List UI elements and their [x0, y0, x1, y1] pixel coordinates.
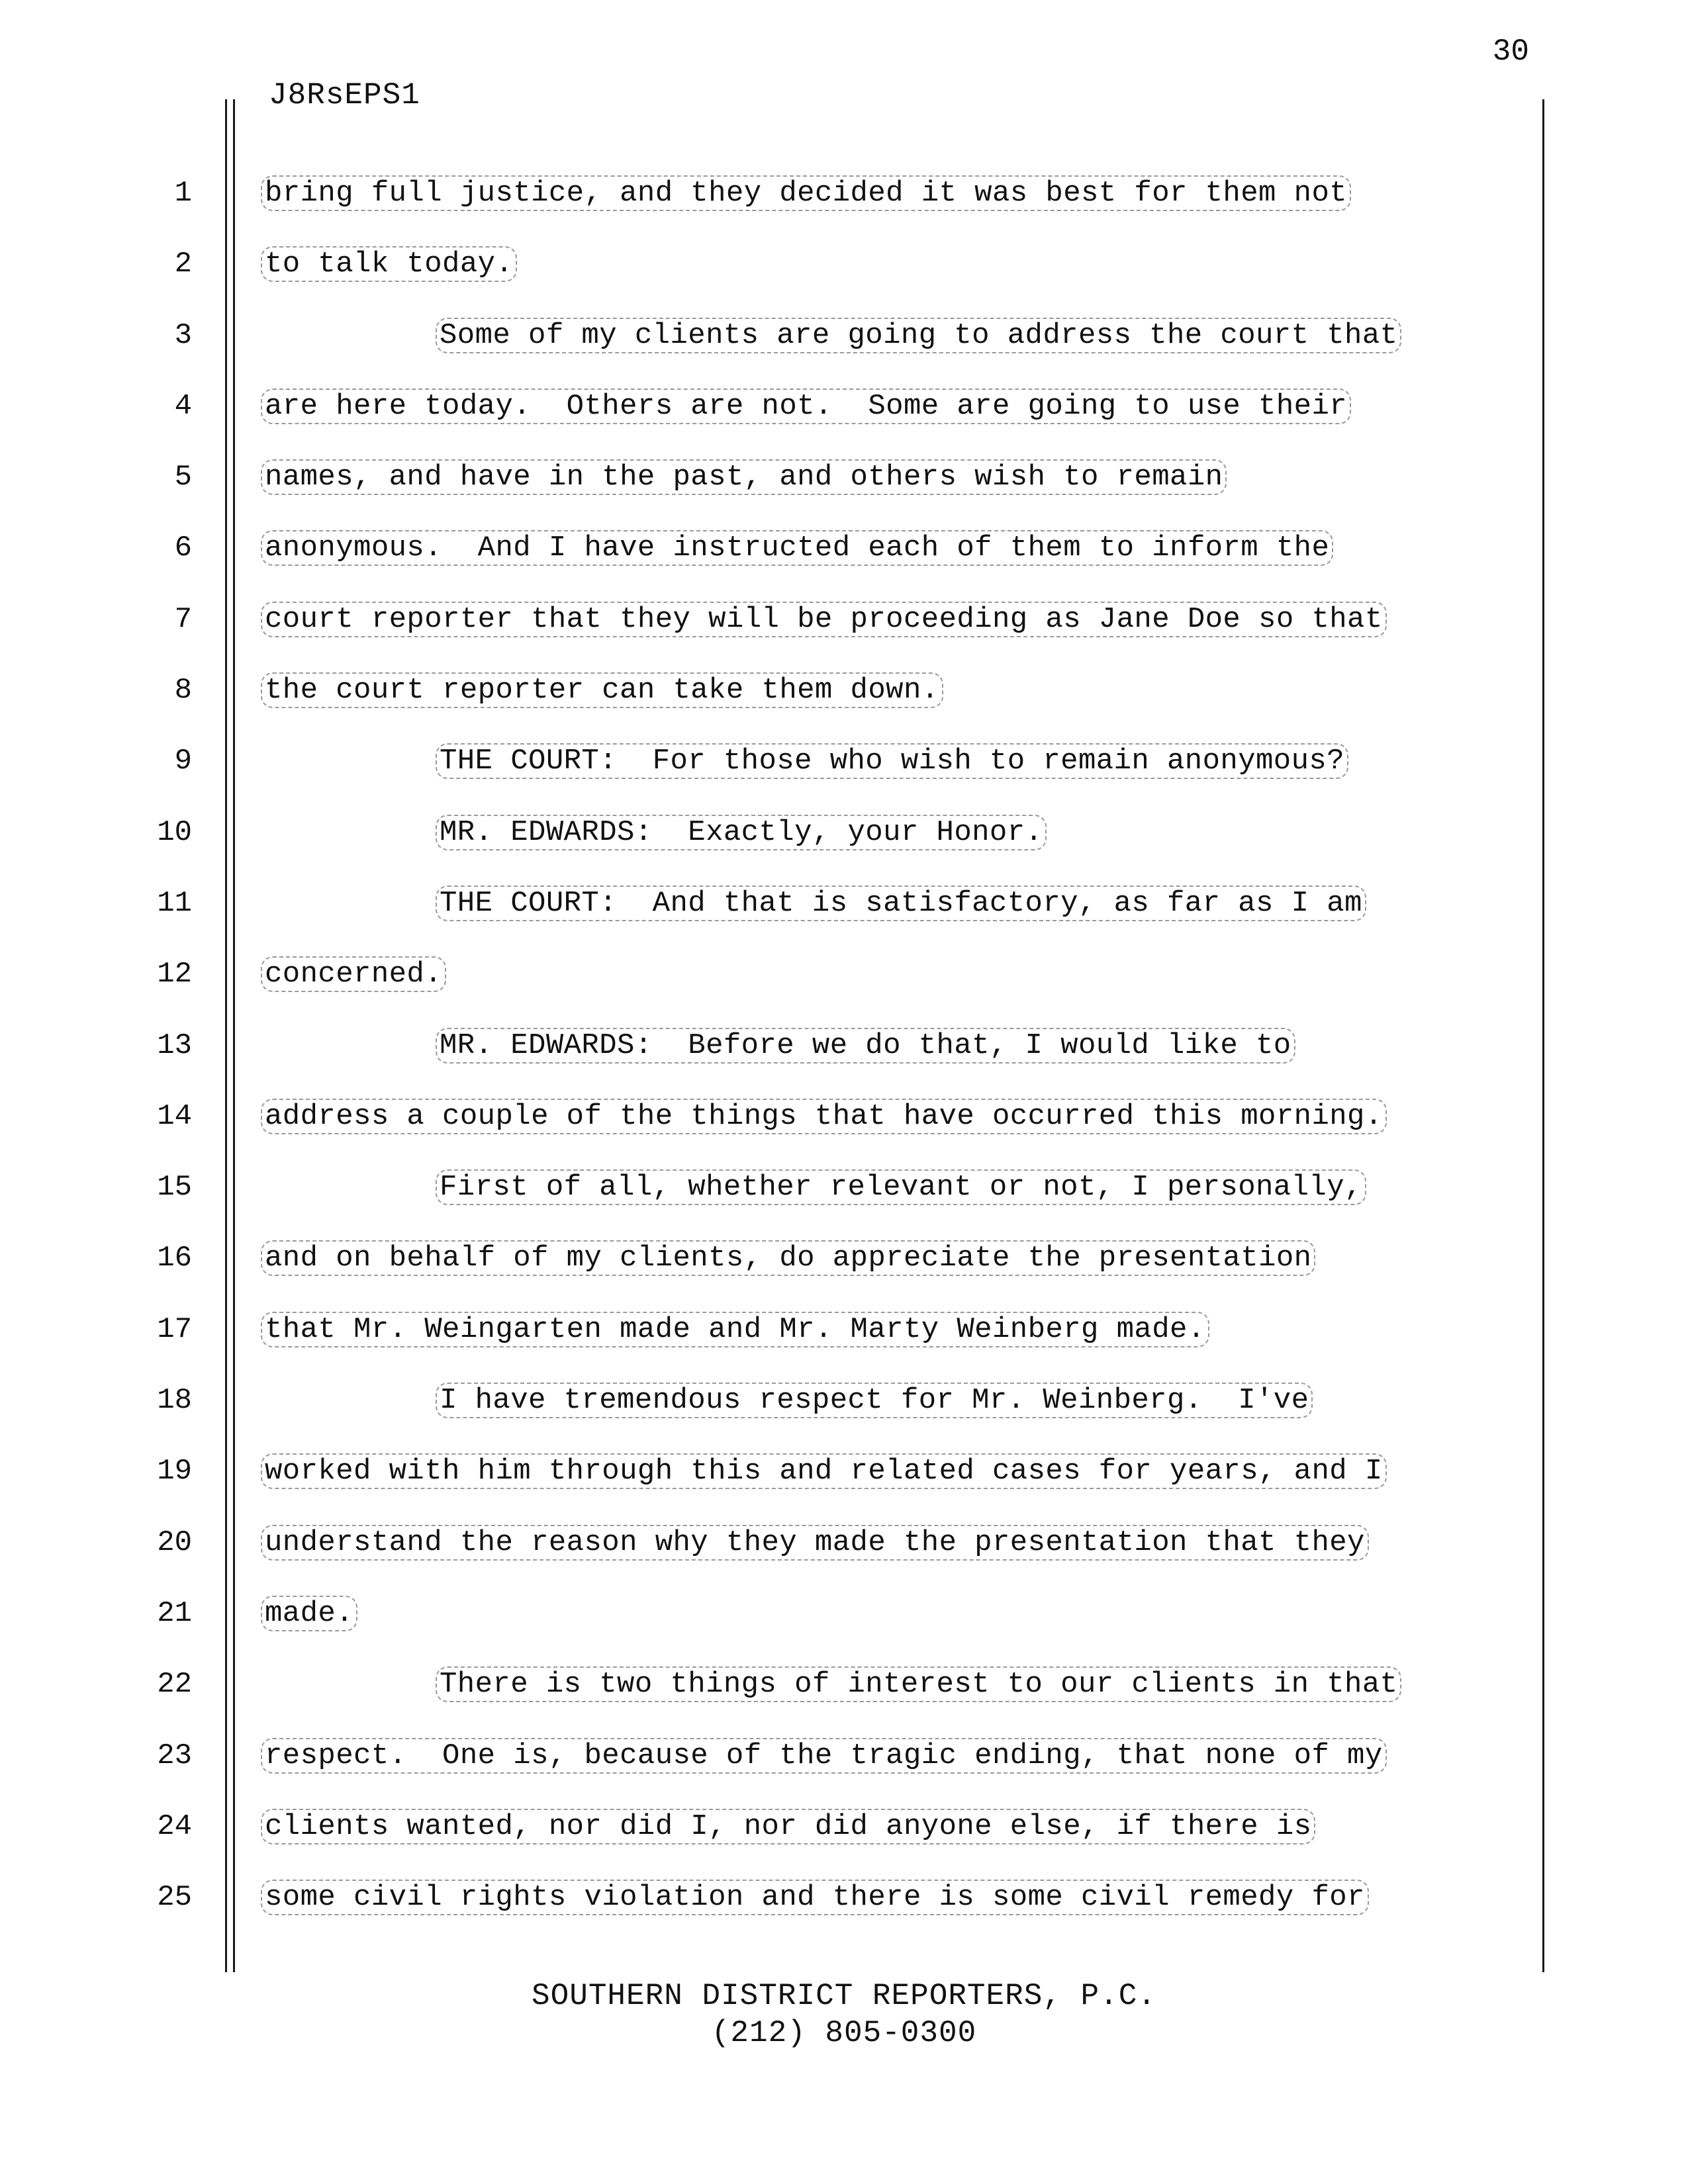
transcript-line — [261, 244, 1512, 315]
transcript-line-text[interactable]: respect. One is, because of the tragic ending, that none of my — [261, 1738, 1387, 1774]
transcript-line — [261, 1451, 1512, 1522]
transcript-line-text[interactable]: court reporter that they will be proceeding as Jane Doe so that — [261, 602, 1387, 637]
line-number: 16 — [157, 1242, 192, 1275]
transcript-line-text[interactable]: worked with him through this and related cases for years, and I — [261, 1453, 1387, 1489]
line-number: 3 — [174, 318, 192, 352]
line-number: 1 — [174, 177, 192, 210]
transcript-line — [261, 1026, 1512, 1097]
transcript-line-text[interactable]: bring full justice, and they decided it was best for them not — [261, 175, 1351, 211]
line-number: 2 — [174, 248, 192, 281]
transcript-line — [261, 387, 1512, 457]
transcript-line — [261, 741, 1512, 812]
transcript-line-text[interactable]: MR. EDWARDS: Before we do that, I would like to — [436, 1028, 1295, 1064]
transcript-line-text[interactable]: some civil rights violation and there is some civil remedy for — [261, 1880, 1369, 1915]
page-footer — [0, 1978, 1688, 2052]
transcript-line-text[interactable]: Some of my clients are going to address the court that — [436, 318, 1401, 353]
line-number: 20 — [157, 1525, 192, 1559]
reporter-phone: (212) 805-0300 — [711, 2016, 977, 2050]
line-number-column — [119, 173, 192, 1948]
transcript-line — [261, 813, 1512, 884]
transcript-line — [261, 1807, 1512, 1878]
transcript-line — [261, 670, 1512, 741]
transcript-line-text[interactable]: address a couple of the things that have occurred this morning. — [261, 1099, 1387, 1134]
line-number: 22 — [157, 1668, 192, 1702]
line-number: 21 — [157, 1596, 192, 1630]
line-number: 8 — [174, 674, 192, 707]
page-number: 30 — [1492, 34, 1529, 69]
transcript-line-text[interactable]: There is two things of interest to our clients in that — [436, 1666, 1401, 1702]
transcript-body — [261, 173, 1512, 1948]
transcript-line — [261, 1523, 1512, 1594]
case-id-header: J8RsEPS1 — [269, 78, 420, 113]
line-number: 7 — [174, 602, 192, 636]
transcript-line-text[interactable]: First of all, whether relevant or not, I personally, — [436, 1169, 1366, 1205]
transcript-line-text[interactable]: MR. EDWARDS: Exactly, your Honor. — [436, 815, 1047, 850]
transcript-line — [261, 954, 1512, 1025]
transcript-line — [261, 1097, 1512, 1167]
transcript-line — [261, 884, 1512, 954]
line-number: 18 — [157, 1384, 192, 1418]
reporter-company: SOUTHERN DISTRICT REPORTERS, P.C. — [532, 1979, 1156, 2013]
transcript-line-text[interactable]: made. — [261, 1596, 357, 1631]
transcript-line-text[interactable]: clients wanted, nor did I, nor did anyone else, if there is — [261, 1809, 1315, 1844]
line-number: 14 — [157, 1099, 192, 1133]
line-number: 15 — [157, 1171, 192, 1205]
transcript-line-text[interactable]: and on behalf of my clients, do appreciate the presentation — [261, 1240, 1315, 1276]
transcript-line — [261, 1310, 1512, 1381]
transcript-line-text[interactable]: anonymous. And I have instructed each of them to inform the — [261, 530, 1333, 566]
transcript-line — [261, 600, 1512, 670]
transcript-line-text[interactable]: to talk today. — [261, 246, 517, 282]
line-number: 13 — [157, 1028, 192, 1062]
transcript-line-text[interactable]: are here today. Others are not. Some are going to use their — [261, 388, 1351, 424]
left-margin-rule — [225, 99, 227, 1972]
line-number: 25 — [157, 1881, 192, 1915]
transcript-line — [261, 1238, 1512, 1309]
transcript-line-text[interactable]: the court reporter can take them down. — [261, 672, 943, 708]
transcript-line — [261, 1664, 1512, 1735]
transcript-line-text[interactable]: THE COURT: And that is satisfactory, as far as I am — [436, 886, 1366, 921]
line-number: 12 — [157, 958, 192, 991]
transcript-line — [261, 1736, 1512, 1807]
transcript-line — [261, 316, 1512, 387]
line-number: 5 — [174, 461, 192, 494]
left-margin-rule-inner — [233, 99, 235, 1972]
line-number: 24 — [157, 1809, 192, 1843]
transcript-line — [261, 1381, 1512, 1451]
transcript-line-text[interactable]: names, and have in the past, and others wish to remain — [261, 459, 1227, 495]
transcript-line — [261, 173, 1512, 244]
transcript-line — [261, 1167, 1512, 1238]
line-number: 23 — [157, 1739, 192, 1772]
right-margin-rule — [1542, 99, 1544, 1972]
transcript-line — [261, 457, 1512, 528]
line-number: 11 — [157, 886, 192, 920]
line-number: 17 — [157, 1312, 192, 1346]
transcript-line-text[interactable]: I have tremendous respect for Mr. Weinberg. I've — [436, 1383, 1313, 1418]
transcript-line-text[interactable]: concerned. — [261, 956, 446, 992]
line-number: 4 — [174, 389, 192, 423]
transcript-line-text[interactable]: understand the reason why they made the presentation that they — [261, 1525, 1369, 1561]
transcript-line-text[interactable]: THE COURT: For those who wish to remain anonymous? — [436, 743, 1348, 779]
transcript-line — [261, 528, 1512, 599]
transcript-line-text[interactable]: that Mr. Weingarten made and Mr. Marty Weinberg made. — [261, 1312, 1209, 1347]
line-number: 6 — [174, 531, 192, 565]
line-number: 9 — [174, 745, 192, 778]
transcript-line — [261, 1878, 1512, 1948]
line-number: 10 — [157, 815, 192, 849]
transcript-line — [261, 1594, 1512, 1664]
line-number: 19 — [157, 1455, 192, 1488]
